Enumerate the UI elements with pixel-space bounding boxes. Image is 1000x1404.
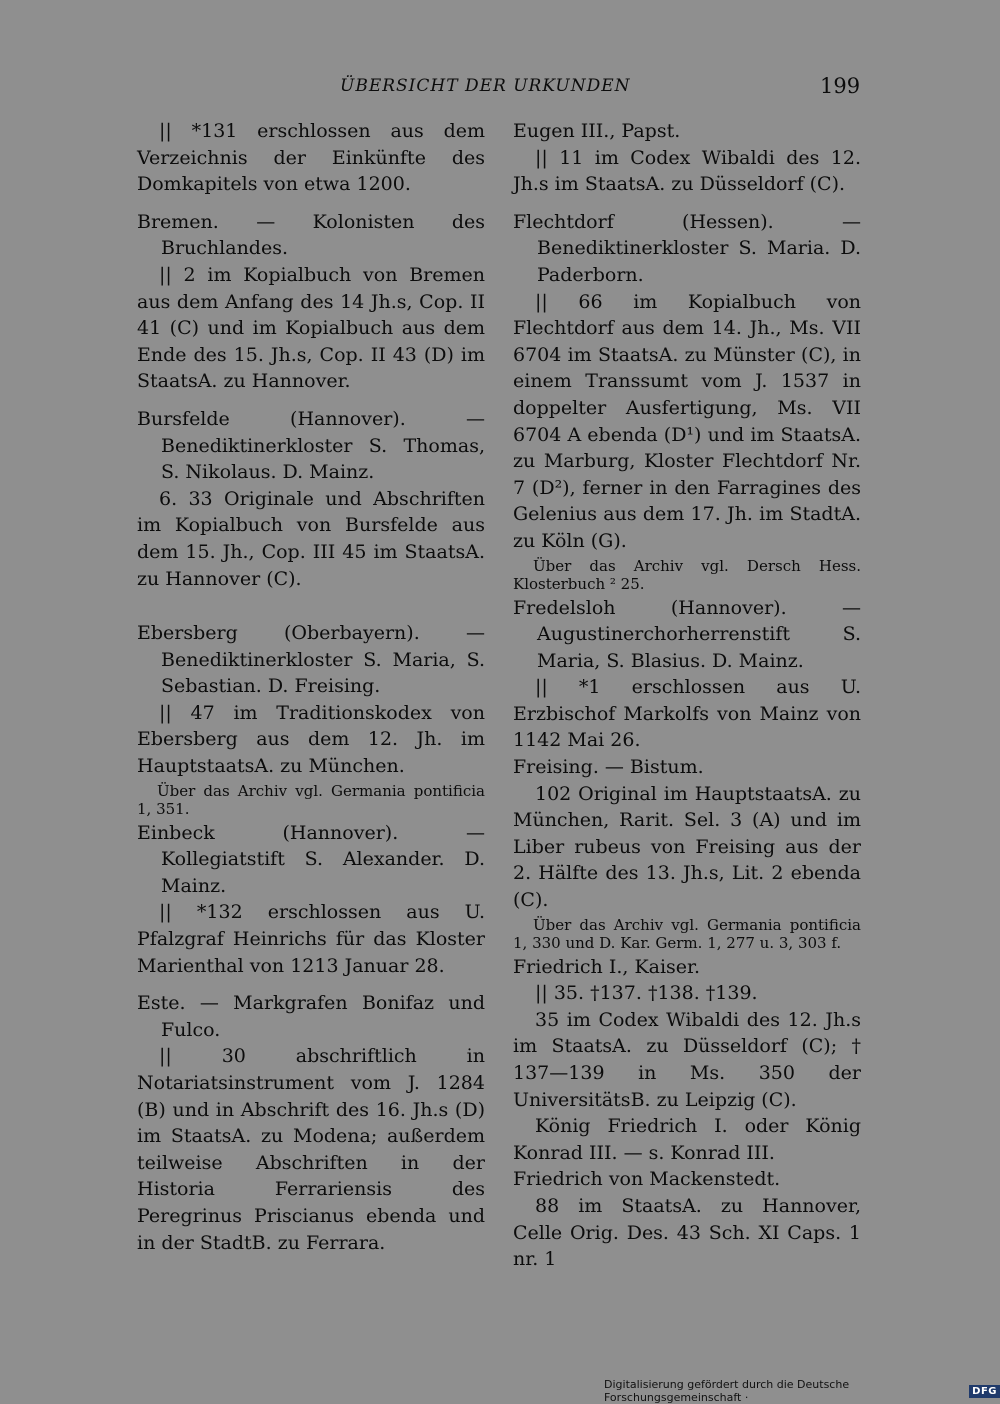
left-column [137, 118, 485, 1256]
entry-heading: Bursfelde (Hannover). — Benediktinerkloster S. Thomas, S. Nikolaus. D. Mainz. [137, 407, 485, 484]
entry-body: || *131 erschlossen aus dem Verzeichnis der Einkünfte des Domkapitels von etwa 1200. [137, 120, 485, 196]
entry-body: 35 im Codex Wibaldi des 12. Jh.s im StaatsA. zu Düsseldorf (C); † 137—139 in Ms. 350 der UniversitätsB. zu Leipzig (C). [513, 1008, 861, 1111]
entry-heading: Eugen III., Papst. [513, 120, 681, 142]
entry-heading: Einbeck (Hannover). — Kollegiatstift S. Alexander. D. Mainz. [137, 821, 485, 897]
page-number: 199 [820, 74, 861, 98]
entry-heading: Friedrich von Mackenstedt. [513, 1168, 781, 1191]
entry-body: || 30 abschriftlich in Notariatsinstrument vom J. 1284 (B) und in Abschrift des 16. Jh.s (D) im StaatsA. zu Modena; außerdem teilweise Abschriften in der Historia Ferrariensis des Peregrinus Priscianus ebenda und in der StadtB. zu Ferrara. [137, 1045, 485, 1254]
entry-fredelsloh [513, 595, 861, 755]
entry-bursfelde [137, 406, 485, 592]
entry-este [137, 990, 485, 1256]
entry-ebersberg [137, 620, 485, 818]
entry-heading: Friedrich I., Kaiser. [513, 955, 701, 978]
entry-heading: Fredelsloh (Hannover). — Augustinerchorherrenstift S. Maria, S. Blasius. D. Mainz. [513, 596, 861, 672]
entry-friedrich-i [513, 954, 861, 1167]
dfg-logo: DFG [969, 1385, 1000, 1398]
entry-body: 6. 33 Originale und Abschriften im Kopialbuch von Bursfelde aus dem 15. Jh., Cop. III 45 im StaatsA. zu Hannover (C). [137, 487, 485, 590]
entry-mackenstedt [513, 1166, 861, 1272]
entry-body: || 11 im Codex Wibaldi des 12. Jh.s im StaatsA. zu Düsseldorf (C). [513, 146, 861, 196]
entry-body: || *1 erschlossen aus U. Erzbischof Markolfs von Mainz von 1142 Mai 26. [513, 676, 861, 752]
entry-flechtdorf [513, 209, 861, 593]
running-title: ÜBERSICHT DER URKUNDEN [340, 76, 631, 96]
entry-body: || *132 erschlossen aus U. Pfalzgraf Heinrichs für das Kloster Marienthal von 1213 Januar 28. [137, 901, 485, 977]
entry-body: 88 im StaatsA. zu Hannover, Celle Orig. Des. 43 Sch. XI Caps. 1 nr. 1 [513, 1194, 861, 1271]
entry-heading: Flechtdorf (Hessen). — Benediktinerkloster S. Maria. D. Paderborn. [513, 210, 861, 286]
entry-body: König Friedrich I. oder König Konrad III. — s. Konrad III. [513, 1115, 861, 1164]
entry-einbeck [137, 820, 485, 980]
digitization-credit [604, 1378, 1000, 1404]
archive-note: Über das Archiv vgl. Germania pontificia 1, 330 und D. Kar. Germ. 1, 277 u. 3, 303 f. [513, 915, 861, 952]
entry-eugen [513, 118, 861, 198]
entry-body: 102 Original im HauptstaatsA. zu München, Rarit. Sel. 3 (A) und im Liber rubeus von Freising aus der 2. Hälfte des 13. Jh.s, Lit. 2 ebenda (C). [513, 782, 861, 912]
archive-note: Über das Archiv vgl. Dersch Hess. Klosterbuch ² 25. [513, 556, 861, 593]
entry-body: || 66 im Kopialbuch von Flechtdorf aus dem 14. Jh., Ms. VII 6704 im StaatsA. zu Münster (C), in einem Transsumt vom J. 1537 in doppelter Ausfertigung, Ms. VII 6704 A ebenda (D¹) und im StaatsA. zu Marburg, Kloster Flechtdorf Nr. 7 (D²), ferner in den Farragines des Gelenius aus dem 17. Jh. im StadtA. zu Köln (G). [513, 290, 861, 552]
entry-freising [513, 754, 861, 952]
entry-body: || 35. †137. †138. †139. [535, 982, 758, 1005]
credit-text: Digitalisierung gefördert durch die Deutsche Forschungsgemeinschaft · [604, 1378, 850, 1404]
entry-heading: Este. — Markgrafen Bonifaz und Fulco. [137, 992, 485, 1041]
entry-bremen [137, 209, 485, 395]
page-header [0, 72, 1000, 106]
right-column [513, 118, 861, 1273]
entry-body: || 47 im Traditionskodex von Ebersberg aus dem 12. Jh. im HauptstaatsA. zu München. [137, 701, 485, 778]
entry-body: || 2 im Kopialbuch von Bremen aus dem Anfang des 14 Jh.s, Cop. II 41 (C) und im Kopialbuch aus dem Ende des 15. Jh.s, Cop. II 43 (D) im StaatsA. zu Hannover. [137, 263, 485, 393]
entry-heading: Bremen. — Kolonisten des Bruchlandes. [137, 210, 485, 260]
entry-heading: Freising. — Bistum. [513, 756, 704, 779]
entry-heading: Ebersberg (Oberbayern). — Benediktinerkloster S. Maria, S. Sebastian. D. Freising. [137, 622, 485, 698]
archive-note: Über das Archiv vgl. Germania pontificia 1, 351. [137, 781, 485, 818]
entry-domkapitel [137, 118, 485, 198]
